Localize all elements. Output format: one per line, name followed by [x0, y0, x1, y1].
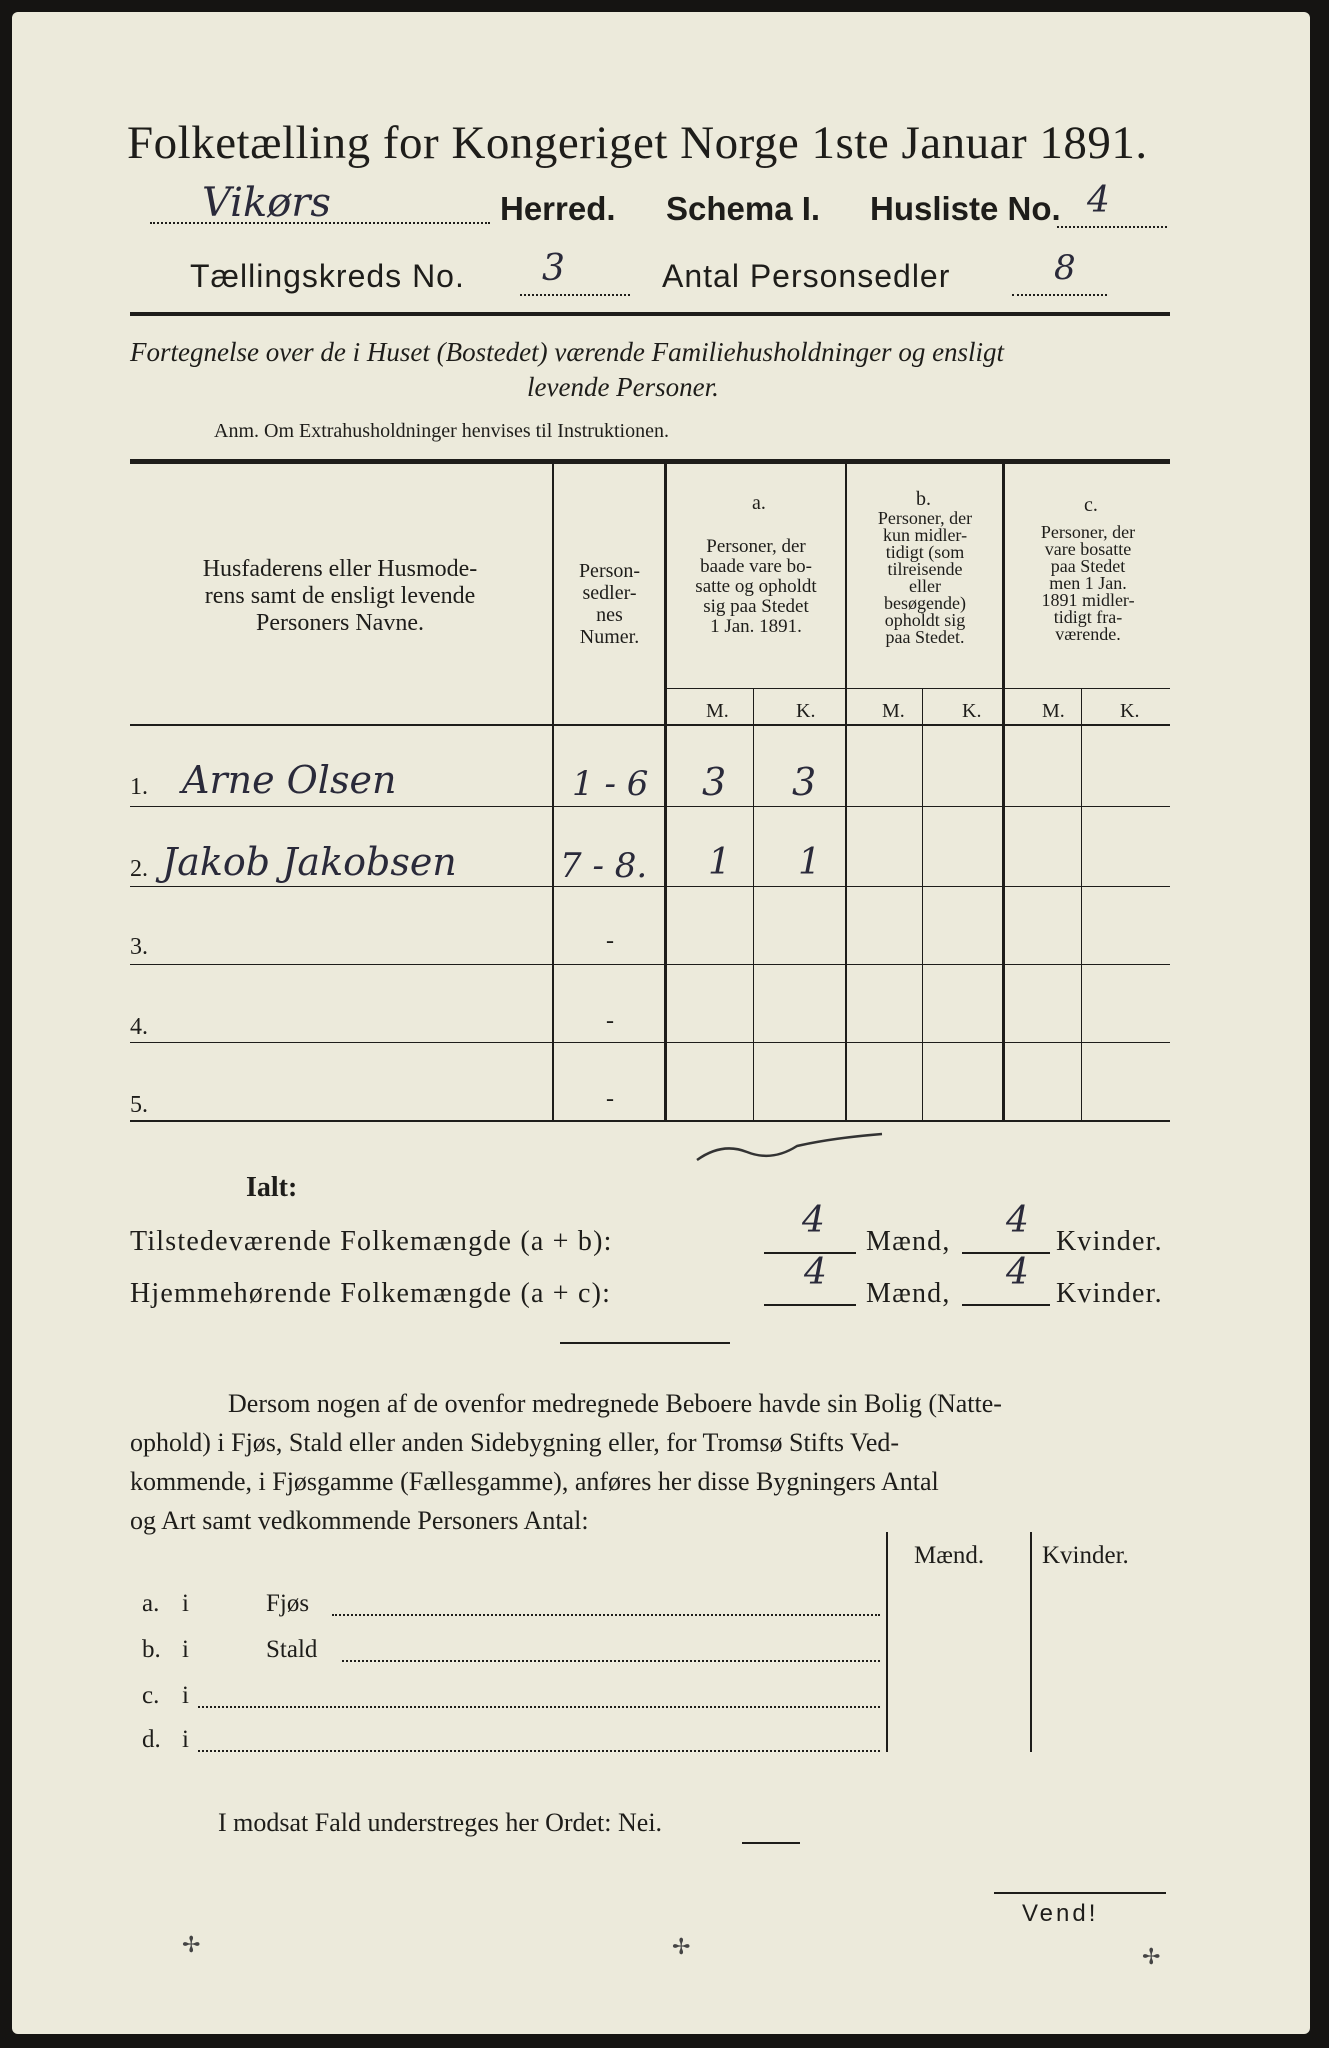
modsat-fald-text: I modsat Fald understreges her Ordet: Nei.	[218, 1808, 663, 1837]
col-head-b-line: opholdt sig	[884, 610, 966, 630]
row-4-number: 4.	[130, 1014, 148, 1040]
hjemme-k-value: 4	[1006, 1252, 1029, 1293]
herred-label: Herred.	[500, 190, 616, 227]
hjemme-kvinder: Kvinder.	[1056, 1278, 1163, 1309]
col-head-num-line: Numer.	[579, 626, 640, 648]
c-k-label: K.	[1120, 700, 1140, 722]
hjemme-label: Hjemmehørende Folkemængde (a + c):	[130, 1278, 612, 1309]
col-head-c-line: tidigt fra-	[1053, 607, 1123, 627]
col-head-name	[140, 556, 540, 637]
antal-label: Antal Personsedler	[662, 258, 951, 294]
paragraph-line: og Art samt vedkommende Personers Antal:	[130, 1506, 589, 1535]
table-header-rule	[130, 724, 1170, 726]
col-head-num-line: sedler-	[582, 582, 637, 604]
herred-value: Vikørs	[202, 180, 331, 226]
row-2-name: Jakob Jakobsen	[162, 840, 457, 884]
col-head-c-line: vare bosatte	[1044, 539, 1132, 559]
row-line	[130, 886, 1170, 887]
hjemme-maend: Mænd,	[866, 1278, 951, 1309]
building-b-letter: b.	[142, 1636, 161, 1663]
divider-b-mk	[922, 688, 923, 1120]
row-line	[130, 964, 1170, 965]
paragraph-line: ophold) i Fjøs, Stald eller anden Sidebygning eller, for Tromsø Stifts Ved-	[130, 1428, 900, 1457]
col-c-letter: c.	[1084, 494, 1098, 516]
row-2-a-m: 1	[708, 842, 731, 883]
a-k-label: K.	[796, 700, 816, 722]
kreds-label: Tællingskreds No.	[190, 258, 465, 294]
tilstede-maend: Mænd,	[866, 1226, 951, 1257]
col-head-b-line: kun midler-	[882, 525, 968, 545]
col-head-c-line: værende.	[1055, 624, 1121, 644]
divider-num-a	[664, 464, 667, 1120]
census-form-page	[12, 12, 1310, 2034]
col-head-a	[670, 537, 842, 637]
table-bottom-rule	[130, 1120, 1170, 1122]
husliste-label: Husliste No.	[870, 190, 1061, 227]
building-b-prep: i	[182, 1636, 189, 1663]
col-head-name-line: Personers Navne.	[256, 610, 424, 636]
building-c-dots	[198, 1706, 880, 1708]
hjemme-k-line	[962, 1304, 1050, 1306]
section-divider	[560, 1342, 730, 1344]
nei-underline	[742, 1842, 800, 1844]
col-head-b-line: besøgende)	[884, 593, 966, 613]
col-head-num-line: nes	[596, 604, 623, 626]
row-line	[130, 806, 1170, 807]
col-head-c	[1008, 524, 1168, 643]
col-head-c-line: Personer, der	[1040, 522, 1136, 542]
form-title: Folketælling for Kongeriget Norge 1ste Januar 1891.	[127, 117, 1148, 169]
building-a-letter: a.	[142, 1590, 160, 1617]
tilstede-label: Tilstedeværende Folkemængde (a + b):	[130, 1226, 613, 1257]
building-d-dots	[198, 1750, 880, 1752]
col-head-b-line: tidigt (som	[885, 542, 965, 562]
col-head-b-line: tilreisende	[887, 559, 963, 579]
row-2-number: 2.	[130, 856, 148, 882]
row-3-number: 3.	[130, 934, 148, 960]
hjemme-m-value: 4	[804, 1252, 827, 1293]
paragraph-line: Dersom nogen af de ovenfor medregnede Beboere havde sin Bolig (Natte-	[228, 1389, 1002, 1418]
table-top-rule	[130, 459, 1170, 464]
row-5-number: 5.	[130, 1092, 148, 1118]
col-head-b-line: eller	[909, 576, 941, 596]
col-head-c-line: 1891 midler-	[1041, 590, 1135, 610]
husliste-dotted-line	[1057, 226, 1167, 228]
building-d-prep: i	[182, 1726, 189, 1753]
building-a-dots	[332, 1614, 880, 1616]
antal-value: 8	[1054, 248, 1076, 288]
col-head-num	[557, 560, 662, 648]
c-m-label: M.	[1042, 700, 1065, 722]
building-c-letter: c.	[142, 1682, 160, 1709]
col-head-a-line: baade vare bo-	[700, 556, 812, 577]
schema-label: Schema I.	[666, 190, 821, 227]
annotation-note: Anm. Om Extrahusholdninger henvises til Instruktionen.	[214, 420, 669, 442]
kreds-dotted-line	[520, 294, 630, 296]
col-b-letter: b.	[916, 488, 931, 510]
col-head-a-line: satte og opholdt	[695, 576, 817, 597]
row-2-numer: 7 - 8.	[560, 846, 648, 886]
registration-mark: ✢	[672, 1934, 691, 1959]
row-1-a-k: 3	[792, 760, 817, 804]
buildings-maend-head: Mænd.	[914, 1542, 985, 1569]
registration-mark: ✢	[182, 1932, 201, 1957]
kreds-value: 3	[542, 248, 565, 289]
divider-a-mk	[753, 688, 754, 1120]
building-a-prep: i	[182, 1590, 189, 1617]
col-head-b-line: Personer, der	[877, 508, 973, 528]
paragraph-line: kommende, i Fjøsgamme (Fællesgamme), anføres her disse Bygningers Antal	[130, 1467, 939, 1496]
col-head-a-line: 1 Jan. 1891.	[710, 616, 802, 637]
building-a-label: Fjøs	[266, 1590, 310, 1617]
row-line	[130, 1042, 1170, 1043]
row-2-a-k: 1	[798, 842, 821, 883]
col-head-b-line: paa Stedet.	[885, 627, 965, 647]
row-1-a-m: 3	[702, 760, 727, 804]
col-head-name-line: rens samt de ensligt levende	[204, 583, 476, 609]
subtitle-line-1: Fortegnelse over de i Huset (Bostedet) værende Familiehusholdninger og ensligt	[130, 337, 1005, 367]
buildings-kvinder-head: Kvinder.	[1042, 1542, 1129, 1569]
tilstede-kvinder: Kvinder.	[1056, 1226, 1163, 1257]
building-b-dots	[342, 1660, 880, 1662]
building-b-label: Stald	[266, 1636, 318, 1663]
hjemme-m-line	[764, 1304, 856, 1306]
divider-a-b	[845, 464, 847, 1120]
outbuilding-paragraph	[130, 1384, 1170, 1540]
col-head-num-line: Person-	[578, 560, 641, 582]
building-d-letter: d.	[142, 1726, 161, 1753]
col-head-c-line: paa Stedet	[1050, 556, 1126, 576]
row-1-numer: 1 - 6	[572, 764, 649, 804]
subtitle-line-2: levende Personer.	[527, 372, 719, 402]
col-head-a-line: sig paa Stedet	[703, 596, 809, 617]
tilstede-k-value: 4	[1006, 1200, 1029, 1241]
husliste-value: 4	[1087, 180, 1110, 221]
ialt-label: Ialt:	[246, 1172, 298, 1203]
b-k-label: K.	[962, 700, 982, 722]
building-c-prep: i	[182, 1682, 189, 1709]
buildings-divider-2	[1030, 1532, 1032, 1752]
registration-mark: ✢	[1142, 1944, 1161, 1969]
buildings-divider-1	[886, 1532, 888, 1752]
divider-c-mk	[1081, 688, 1082, 1120]
row-4-numer: -	[606, 1008, 614, 1034]
a-m-label: M.	[706, 700, 729, 722]
row-1-number: 1.	[130, 774, 148, 800]
row-5-numer: -	[606, 1086, 614, 1112]
vend-label: Vend!	[1022, 1900, 1099, 1927]
pen-stroke	[692, 1130, 892, 1170]
divider-b-c	[1002, 464, 1005, 1120]
antal-dotted-line	[1012, 294, 1107, 296]
divider-name-num	[552, 464, 554, 1120]
vend-rule	[994, 1892, 1166, 1894]
col-head-a-line: Personer, der	[706, 536, 806, 557]
b-m-label: M.	[882, 700, 905, 722]
row-3-numer: -	[606, 928, 614, 954]
row-1-name: Arne Olsen	[182, 758, 397, 802]
col-head-c-line: men 1 Jan.	[1049, 573, 1127, 593]
col-head-name-line: Husfaderens eller Husmode-	[202, 556, 478, 582]
col-head-b	[850, 510, 1000, 646]
col-a-letter: a.	[752, 492, 766, 514]
mk-header-rule	[664, 688, 1170, 689]
tilstede-m-value: 4	[802, 1200, 825, 1241]
header-divider	[130, 312, 1170, 316]
